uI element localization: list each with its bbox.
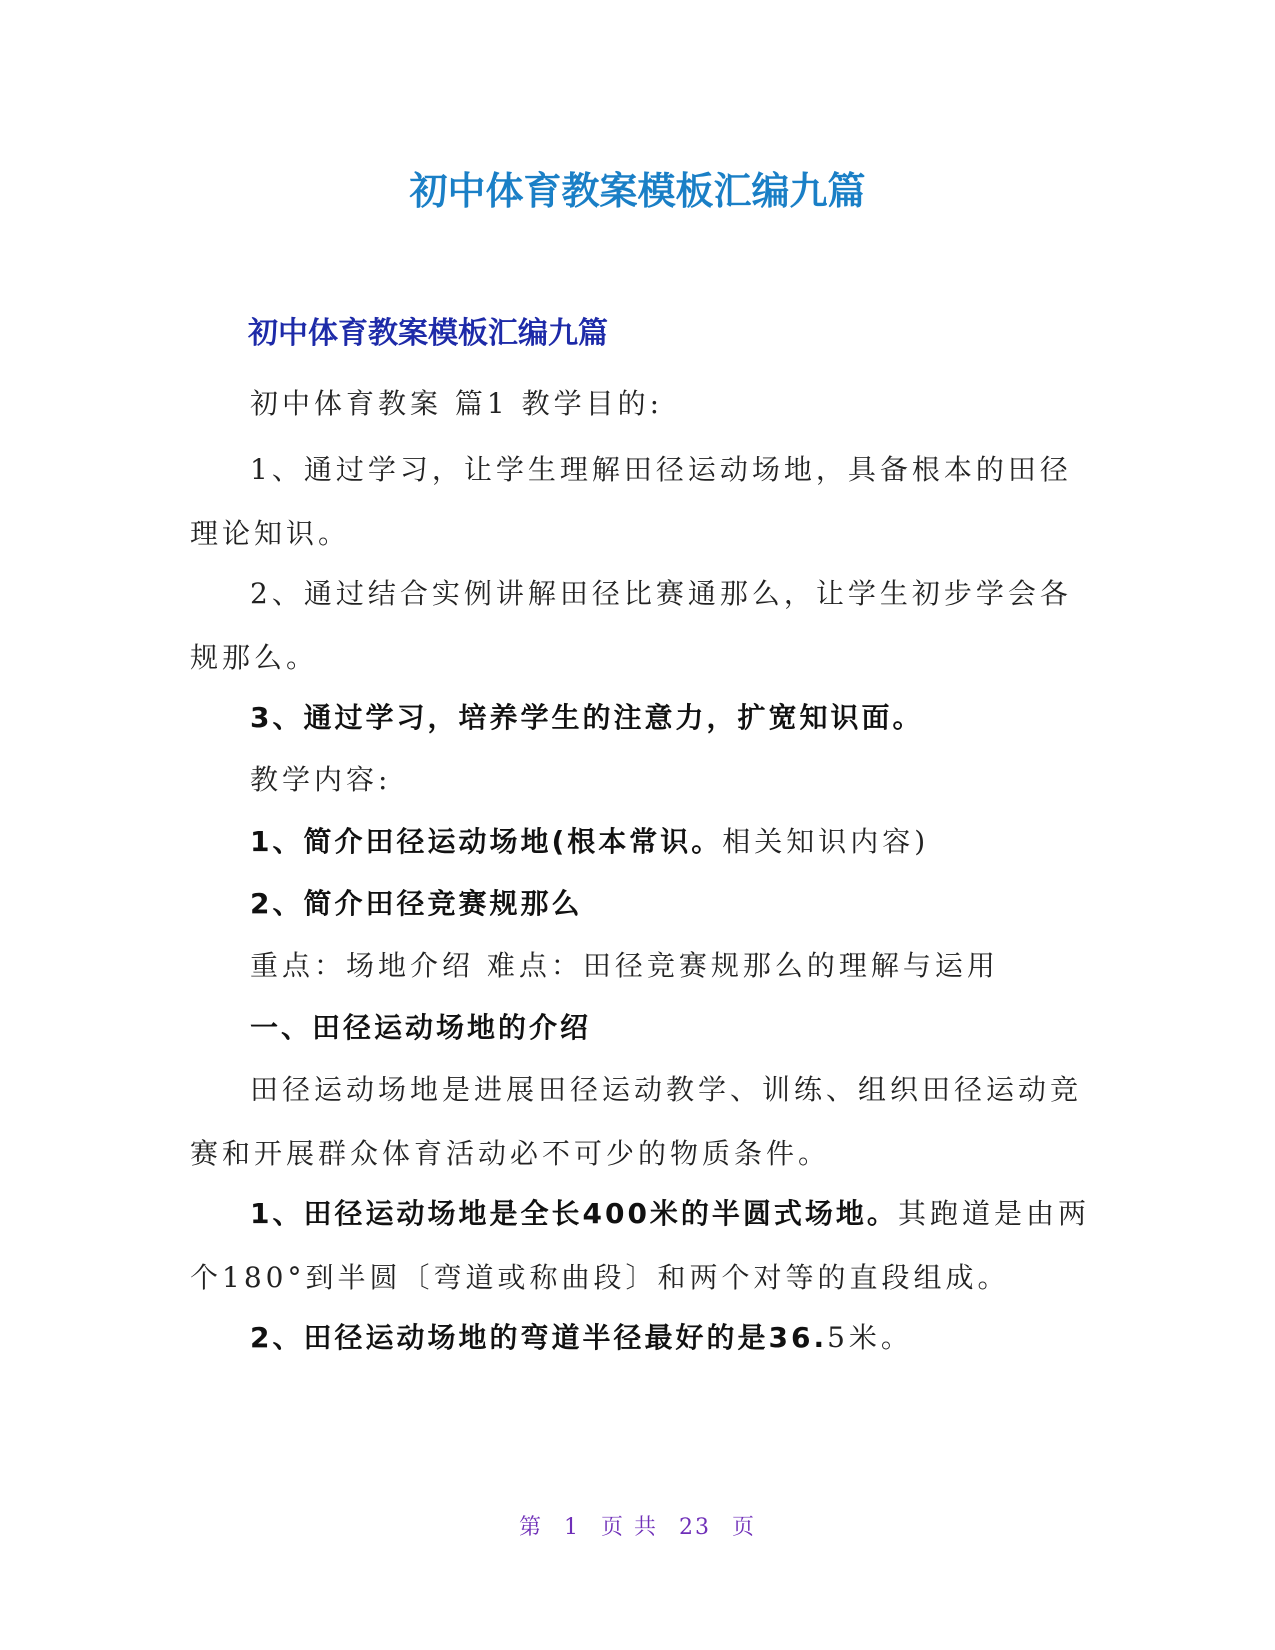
- paragraph-text: 初中体育教案 篇1 教学目的:: [250, 387, 664, 420]
- paragraph-text: 一、田径运动场地的介绍: [250, 1011, 592, 1044]
- paragraph-text: 2、简介田径竞赛规那么: [250, 887, 583, 920]
- paragraph-section-one-heading: [190, 996, 1090, 1060]
- page-footer: [0, 1510, 1275, 1541]
- paragraph-text: 其跑道是由两个180°到半圆〔弯道或称曲段〕和两个对等的直段组成。: [190, 1197, 1090, 1294]
- paragraph-bold-text: 1、田径运动场地是全长400米的半圆式场地。: [250, 1197, 898, 1230]
- paragraph-content-2: [190, 872, 1090, 936]
- footer-total-pages: 23: [679, 1515, 711, 1540]
- footer-label-before: 第: [518, 1515, 543, 1540]
- paragraph-text: 1、通过学习，让学生理解田径运动场地，具备根本的田径理论知识。: [190, 453, 1072, 550]
- paragraph-text: 重点：场地介绍 难点：田径竞赛规那么的理解与运用: [250, 949, 999, 982]
- paragraph-text: 教学内容:: [250, 763, 392, 796]
- footer-current-page: 1: [564, 1515, 580, 1540]
- footer-label-mid: 页 共: [601, 1515, 658, 1540]
- paragraph-field-point-2: [190, 1306, 1090, 1370]
- section-heading: 初中体育教案模板汇编九篇: [248, 316, 608, 351]
- paragraph-text: 相关知识内容): [722, 825, 930, 858]
- paragraph-field-point-1: [190, 1182, 1090, 1310]
- paragraph-lesson-objective-heading: [190, 372, 1090, 436]
- paragraph-content-1: [190, 810, 1090, 874]
- paragraph-text: 2、通过结合实例讲解田径比赛通那么，让学生初步学会各规那么。: [190, 577, 1072, 674]
- document-title: 初中体育教案模板汇编九篇: [409, 169, 866, 213]
- paragraph-text: 5米。: [827, 1321, 913, 1354]
- paragraph-key-points: [190, 934, 1090, 998]
- paragraph-content-heading: [190, 748, 1090, 812]
- footer-label-after: 页: [732, 1515, 757, 1540]
- paragraph-text: 田径运动场地是进展田径运动教学、训练、组织田径运动竞赛和开展群众体育活动必不可少的物质条件。: [190, 1073, 1083, 1170]
- paragraph-objective-1: [190, 438, 1090, 566]
- paragraph-bold-text: 2、田径运动场地的弯道半径最好的是36.: [250, 1321, 828, 1354]
- paragraph-objective-3: [190, 686, 1090, 750]
- paragraph-bold-text: 1、简介田径运动场地(根本常识。: [250, 825, 723, 858]
- paragraph-text: 3、通过学习，培养学生的注意力，扩宽知识面。: [250, 701, 924, 734]
- paragraph-field-intro: [190, 1058, 1090, 1186]
- paragraph-objective-2: [190, 562, 1090, 690]
